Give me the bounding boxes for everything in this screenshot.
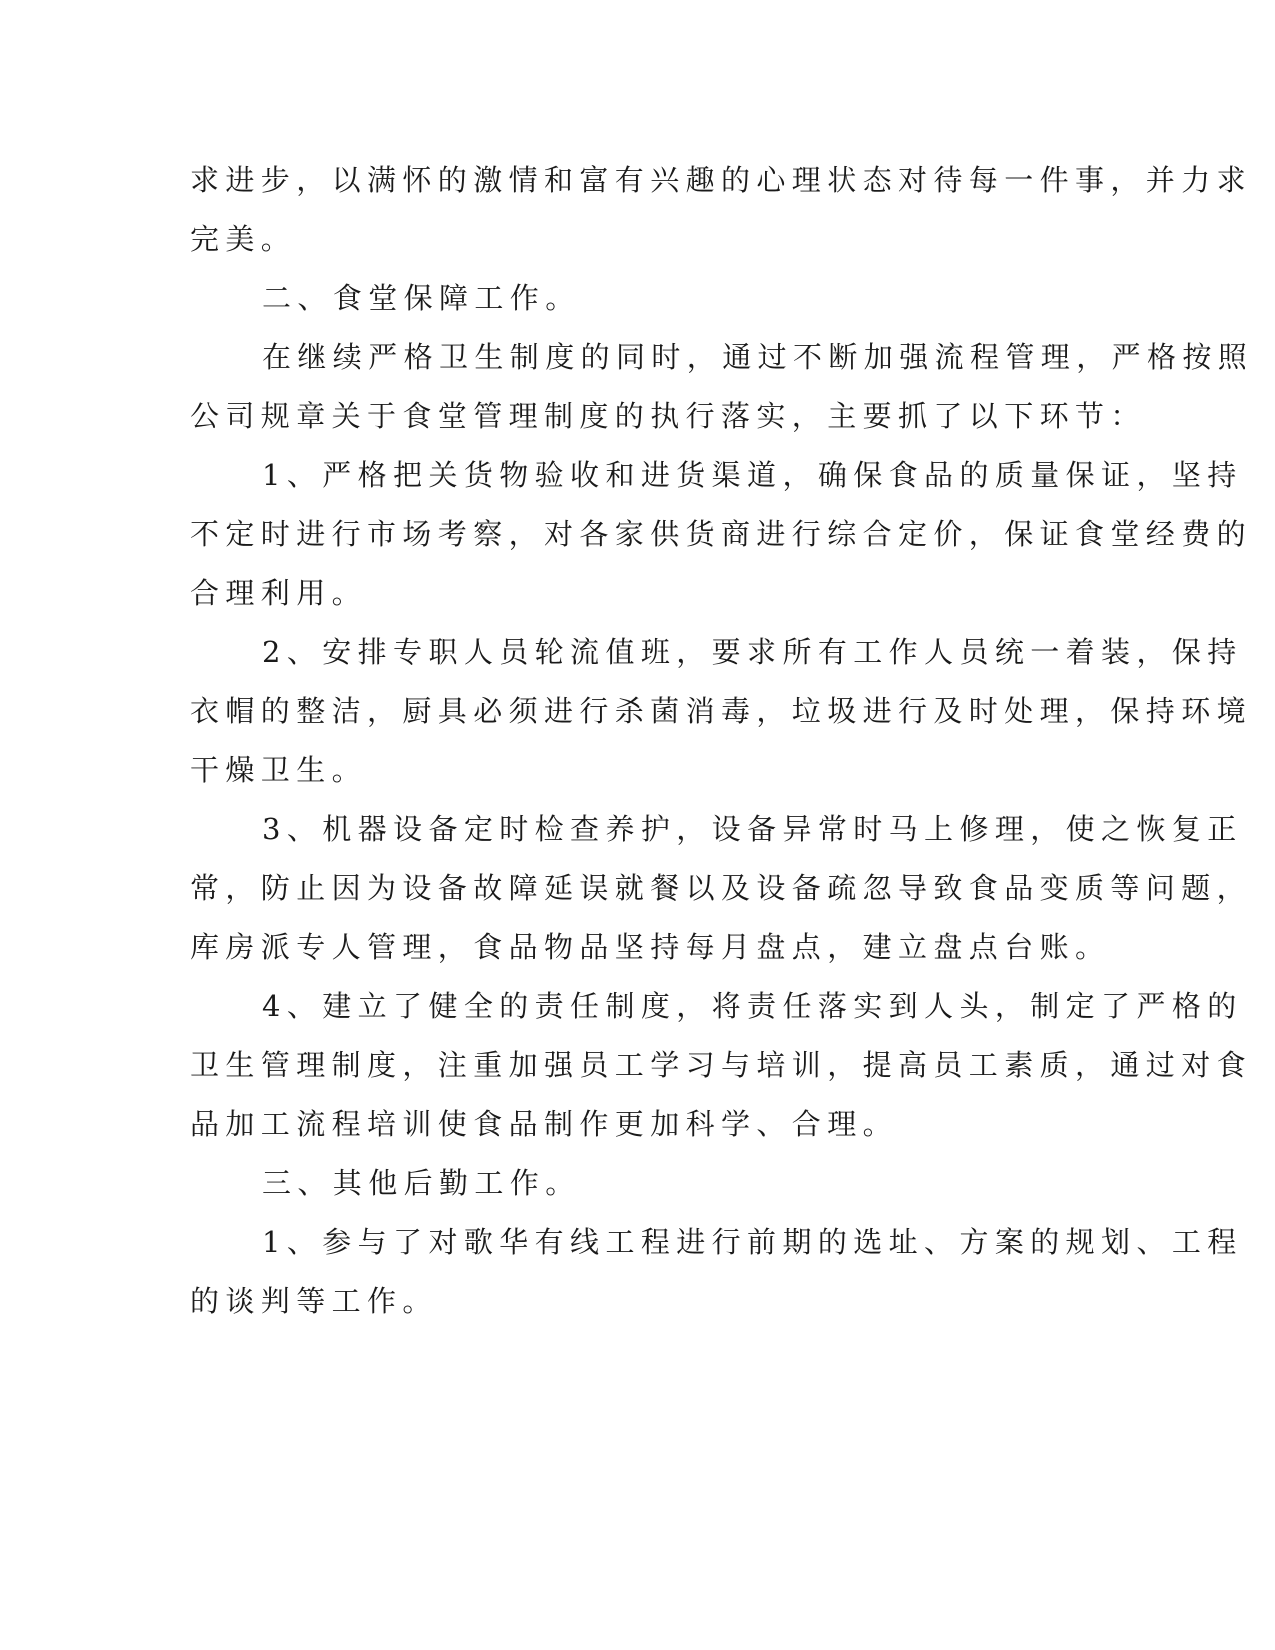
list-item-line: 3、机器设备定时检查养护，设备异常时马上修理，使之恢复正 [262,812,1243,846]
body-text-line: 合理利用。 [190,576,368,610]
list-item-line: 4、建立了健全的责任制度，将责任落实到人头，制定了严格的 [262,989,1243,1023]
body-text-line: 常，防止因为设备故障延误就餐以及设备疏忽导致食品变质等问题， [190,871,1253,905]
body-text-line: 在继续严格卫生制度的同时，通过不断加强流程管理，严格按照 [262,340,1254,374]
body-text-line: 公司规章关于食堂管理制度的执行落实，主要抓了以下环节： [190,399,1146,433]
list-item-line: 1、参与了对歌华有线工程进行前期的选址、方案的规划、工程 [262,1225,1243,1259]
body-text-line: 库房派专人管理，食品物品坚持每月盘点，建立盘点台账。 [190,930,1111,964]
section-heading: 三、其他后勤工作。 [262,1166,581,1200]
body-text-line: 完美。 [190,222,297,256]
body-text-line: 卫生管理制度，注重加强员工学习与培训，提高员工素质，通过对食 [190,1048,1253,1082]
body-text-line: 的谈判等工作。 [190,1284,438,1318]
body-text-line: 品加工流程培训使食品制作更加科学、合理。 [190,1107,899,1141]
list-item-line: 2、安排专职人员轮流值班，要求所有工作人员统一着装，保持 [262,635,1243,669]
body-text-line: 求进步，以满怀的激情和富有兴趣的心理状态对待每一件事，并力求 [190,163,1253,197]
body-text-line: 干燥卫生。 [190,753,368,787]
section-heading: 二、食堂保障工作。 [262,281,581,315]
body-text-line: 衣帽的整洁，厨具必须进行杀菌消毒，垃圾进行及时处理，保持环境 [190,694,1253,728]
list-item-line: 1、严格把关货物验收和进货渠道，确保食品的质量保证，坚持 [262,458,1243,492]
body-text-line: 不定时进行市场考察，对各家供货商进行综合定价，保证食堂经费的 [190,517,1253,551]
